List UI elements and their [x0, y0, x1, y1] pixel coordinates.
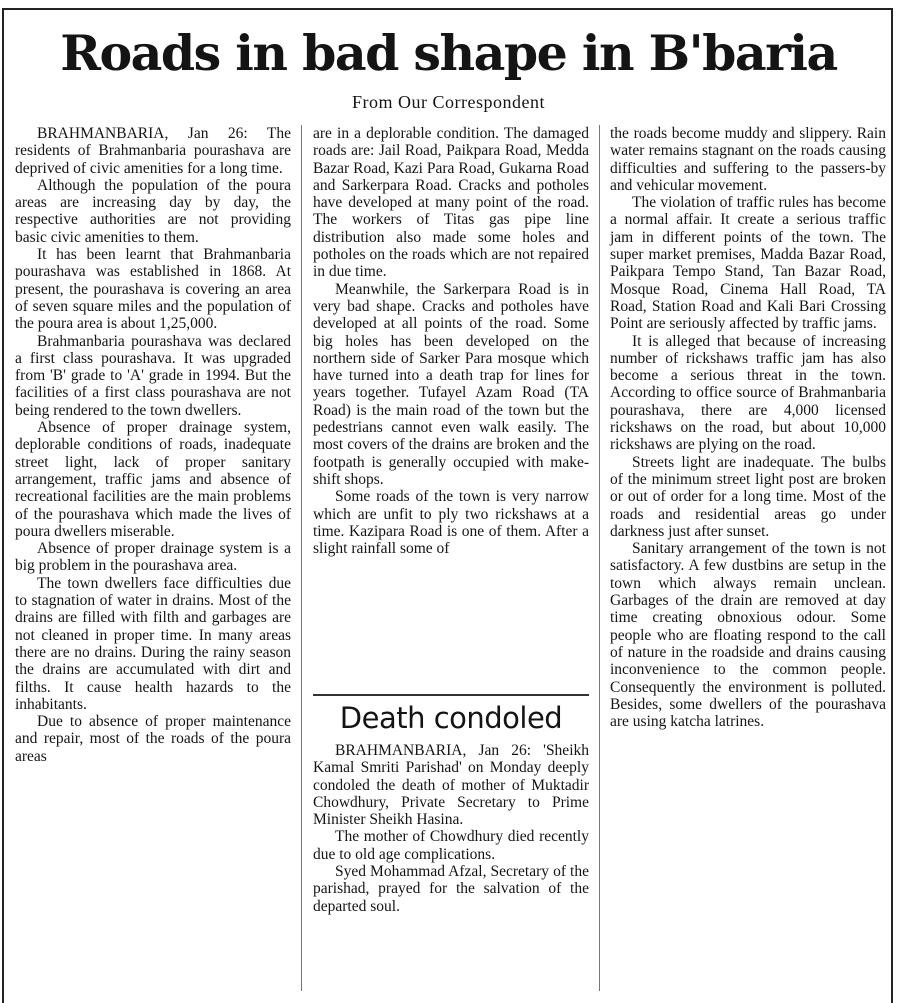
paragraph: the roads become muddy and slippery. Rain water remains stagnant on the roads causing difficulties and suffering to the passers-by and vehicular movement.: [610, 125, 886, 194]
paragraph: BRAHMANBARIA, Jan 26: 'Sheikh Kamal Smriti Parishad' on Monday deeply condoled the death of mother of Muktadir Chowdhury, Private Secretary to Prime Minister Sheikh Hasina.: [313, 742, 589, 829]
paragraph: Some roads of the town is very narrow which are unfit to ply two rickshaws at a time. Kazipara Road is one of them. After a slight rainfall some of: [313, 488, 589, 558]
article-byline: From Our Correspondent: [352, 92, 545, 112]
paragraph: It is alleged that because of increasing number of rickshaws traffic jam has also become a serious threat in the town. According to office source of Brahmanbaria pourashava, there are 4,000 licensed rickshaws on the road, but about 10,000 rickshaws are plying on the road.: [610, 332, 886, 454]
left-border: [2, 8, 4, 1003]
paragraph: Meanwhile, the Sarkerpara Road is in very bad shape. Cracks and potholes have developed at all points of the road. Some big holes has been developed on the northern side of Sarker Para mosque which have turned into a death trap for lines for years together. Tufayel Azam Road (TA Road) is the main road of the town but the pedestrians cannot even walk easily. The most covers of the drains are broken and the footpath is generally occupied with make-shift shops.: [313, 280, 589, 488]
paragraph: The town dwellers face difficulties due to stagnation of water in drains. Most of the drains are filled with filth and garbages are not cleaned in proper time. In many areas there are no drains. During the rainy season the drains are accumulated with dirt and filths. It cause health hazards to the inhabitants.: [15, 574, 291, 713]
article-column-1: [15, 125, 291, 765]
column-divider: [599, 125, 600, 991]
paragraph: Streets light are inadequate. The bulbs of the minimum street light post are broken or out of order for a long time. Most of the roads and residential areas go under darkness just after sunset.: [610, 453, 886, 540]
paragraph: The mother of Chowdhury died recently due to old age complications.: [313, 828, 589, 863]
paragraph: It has been learnt that Brahmanbaria pourashava was established in 1868. At present, the pourashava is covering an area of seven square miles and the population of the poura area is about 1,25,000.: [15, 246, 291, 333]
article-headline: Roads in bad shape in B'baria: [60, 24, 837, 82]
paragraph: Absence of proper drainage system, deplorable conditions of roads, inadequate street light, lack of proper sanitary arrangement, traffic jams and absence of recreational facilities are the main problems of the pourashava which made the lives of poura dwellers miserable.: [15, 419, 291, 540]
paragraph: Sanitary arrangement of the town is not satisfactory. A few dustbins are setup in the town which always remain unclean. Garbages of the drain are removed at day time creating obnoxious odour. Some people who are floating respond to the call of nature in the roadside and drains causing inconvenience to the common people. Consequently the environment is polluted. Besides, some dwellers of the pourashava are using katcha latrines.: [610, 540, 886, 731]
article-column-2: [313, 125, 589, 557]
paragraph: Brahmanbaria pourashava was declared a first class pourashava. It was upgraded from 'B' grade to 'A' grade in 1994. But the facilities of a first class pourashava are not being rendered to the town dwellers.: [15, 332, 291, 419]
paragraph: Absence of proper drainage system is a big problem in the pourashava area.: [15, 540, 291, 575]
paragraph: BRAHMANBARIA, Jan 26: The residents of Brahmanbaria pourashava are deprived of civic amenities for a long time.: [15, 125, 291, 177]
paragraph: Although the population of the poura areas are increasing day by day, the respective authorities are not providing basic civic amenities to them.: [15, 176, 291, 246]
right-border: [891, 8, 893, 1003]
sidebar-rule: [313, 694, 589, 696]
column-divider: [301, 125, 302, 991]
paragraph: Due to absence of proper maintenance and repair, most of the roads of the poura areas: [15, 713, 291, 765]
paragraph: Syed Mohammad Afzal, Secretary of the parishad, prayed for the salvation of the departed soul.: [313, 863, 589, 915]
death-condoled-story: [313, 700, 589, 915]
sidebar-headline: Death condoled: [339, 701, 563, 735]
paragraph: are in a deplorable condition. The damaged roads are: Jail Road, Paikpara Road, Medda Bazar Road, Kazi Para Road, Gukarna Road and Sarkerpara Road. Cracks and potholes have developed at many point of the road. The workers of Titas gas pipe line distribution also made some holes and potholes on the roads which are not repaired in due time.: [313, 125, 589, 281]
paragraph: The violation of traffic rules has become a normal affair. It create a serious traffic jam in different points of the town. The super market premises, Madda Bazar Road, Paikpara Tempo Stand, Tan Bazar Road, Mosque Road, Cinema Hall Road, TA Road, Station Road and Kali Bari Crossing Point are seriously affected by traffic jams.: [610, 194, 886, 333]
article-column-3: [610, 125, 886, 730]
clipped-previous-text: [0, 0, 897, 8]
top-rule: [2, 8, 893, 10]
